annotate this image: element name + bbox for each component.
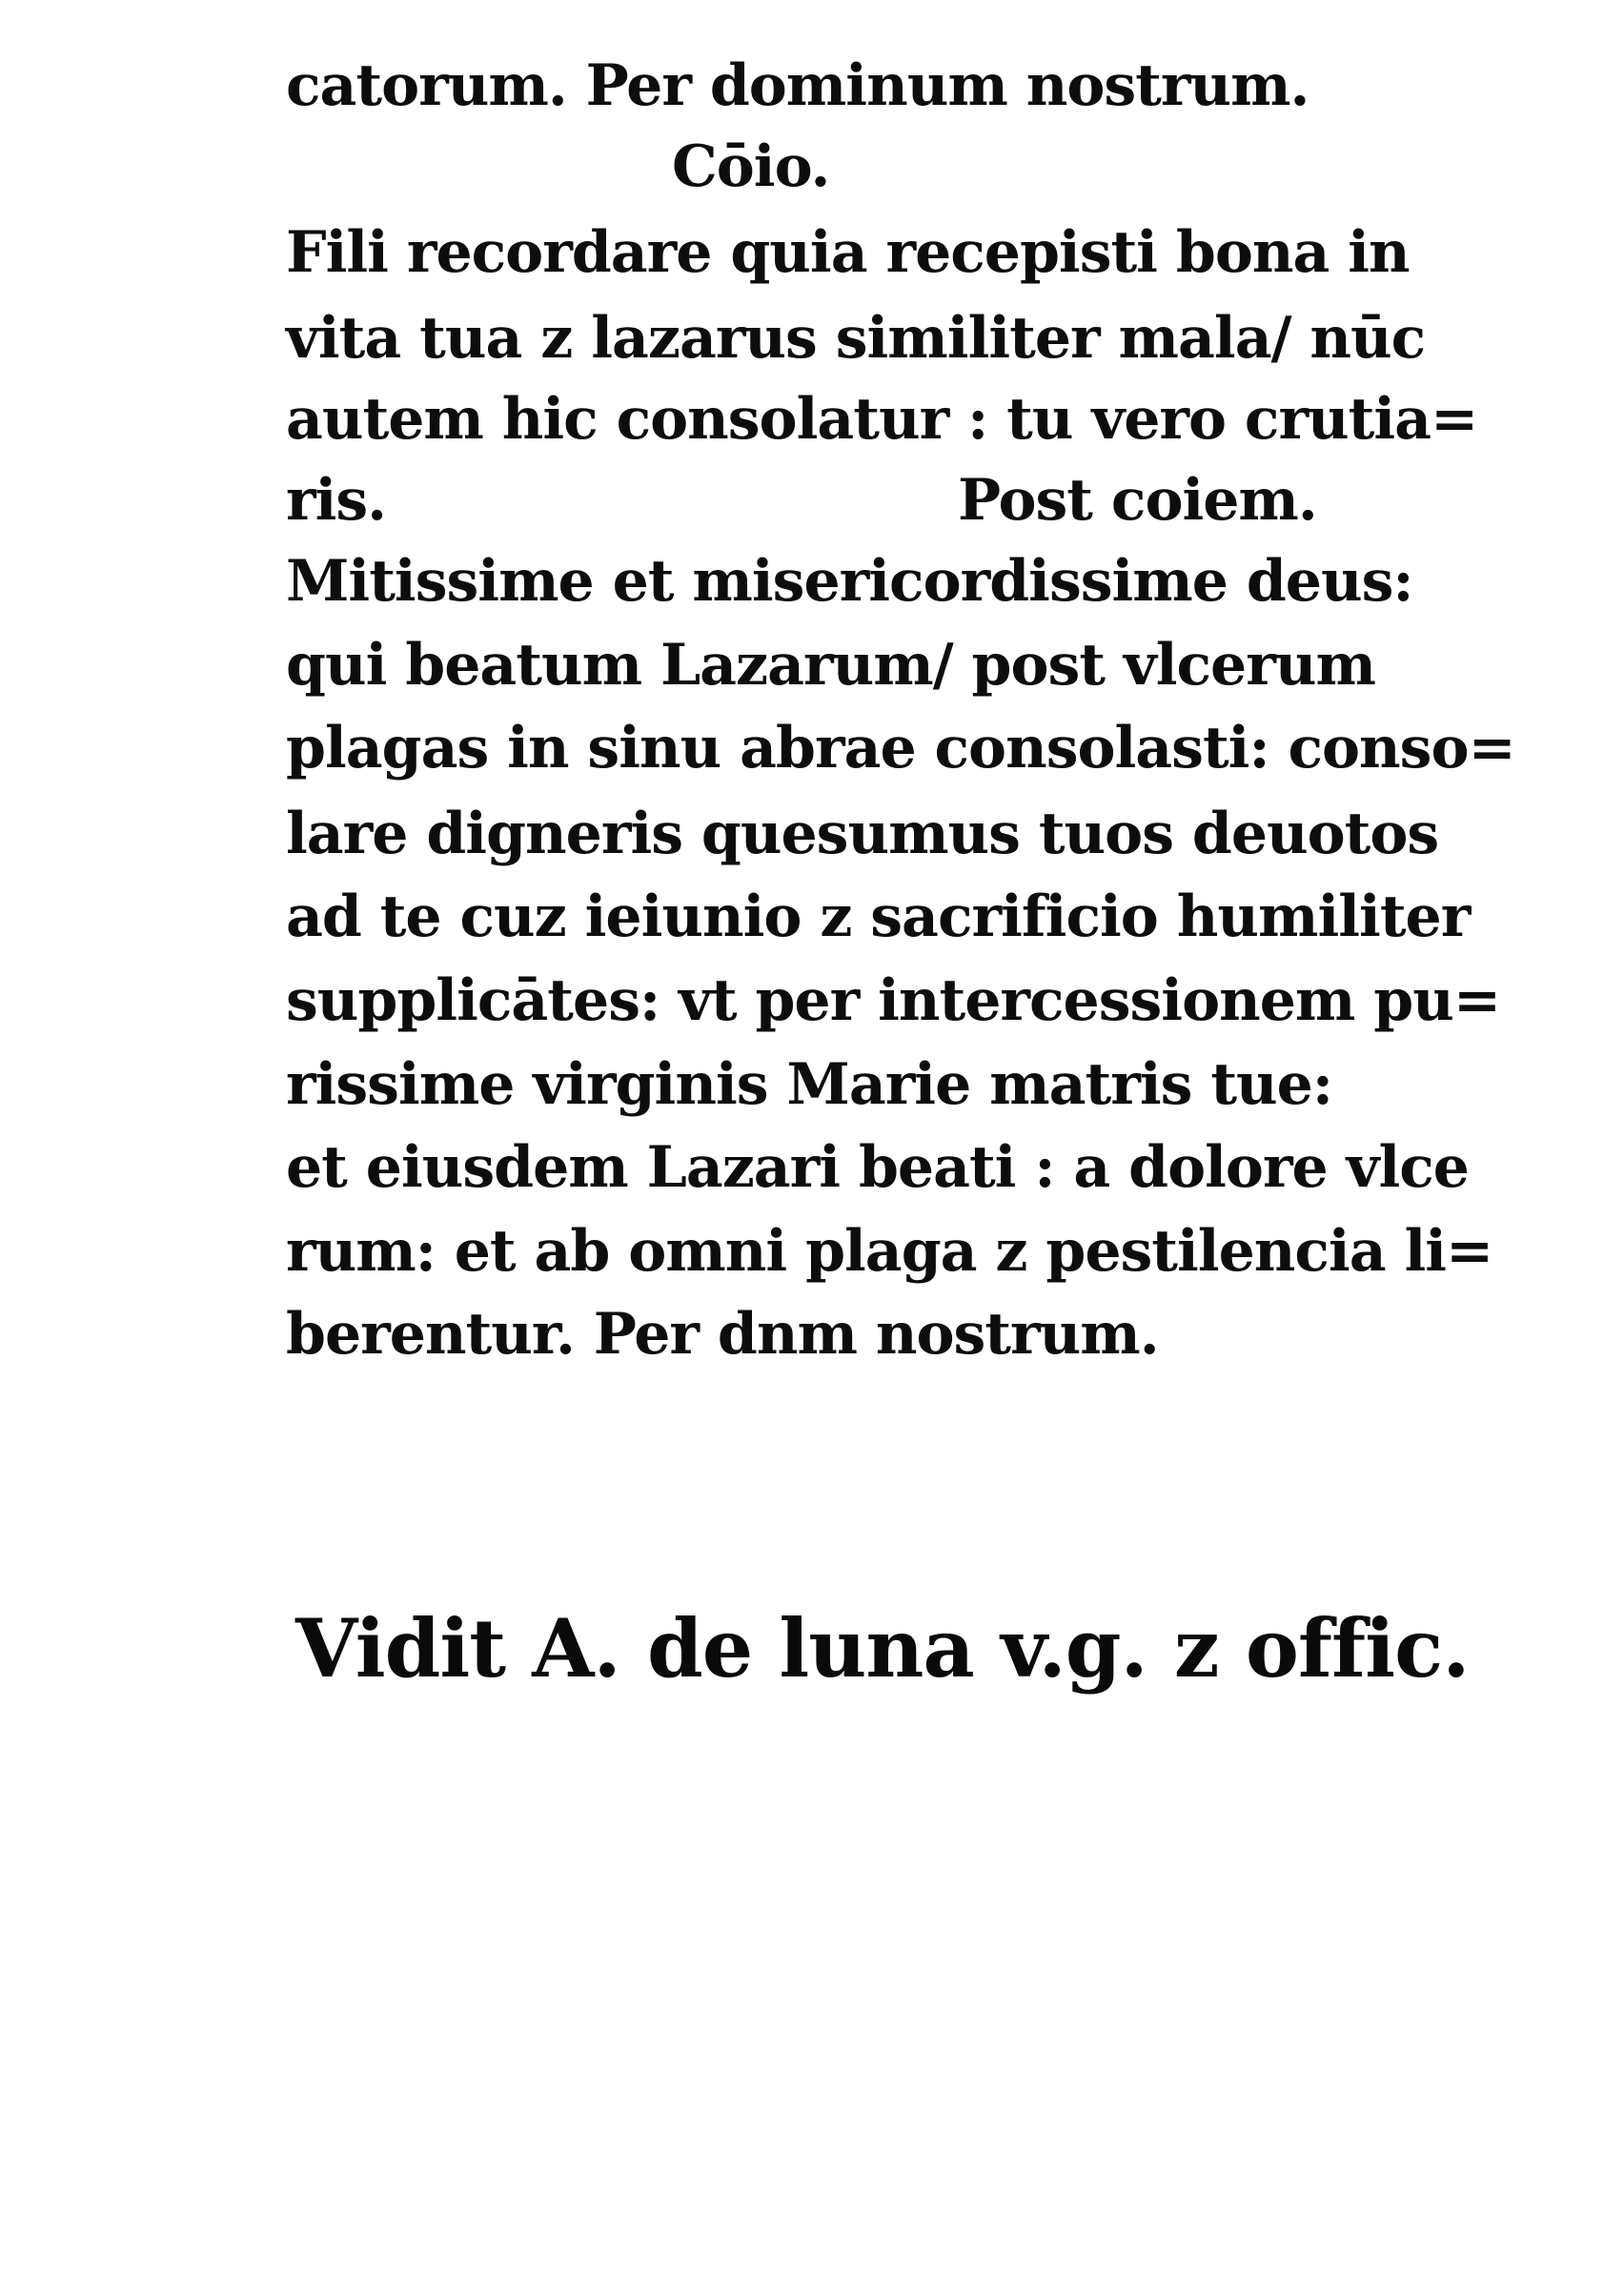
text-line: berentur. Per dnm nostrum.	[286, 1301, 1159, 1368]
text-line: vita tua z lazarus similiter mala/ nūc	[286, 305, 1426, 372]
text-line: ris.	[286, 467, 387, 534]
text-line: autem hic consolatur : tu vero crutia=	[286, 386, 1478, 453]
text-line: plagas in sinu abrae consolasti: conso=	[286, 715, 1515, 782]
text-line: et eiusdem Lazari beati : a dolore vlce	[286, 1134, 1469, 1201]
communio-heading: Cōio.	[672, 133, 830, 200]
colophon-approbation: Vidit A. de luna v.g. z offic.	[295, 1601, 1470, 1696]
postcommunio-heading: Post coiem.	[958, 467, 1317, 534]
text-line: lare digneris quesumus tuos deuotos	[286, 801, 1439, 867]
text-line: ad te cuz ieiunio z sacrificio humiliter	[286, 883, 1471, 950]
text-line: rissime virginis Marie matris tue:	[286, 1051, 1332, 1118]
text-line: Fili recordare quia recepisti bona in	[286, 219, 1410, 286]
text-line: Mitissime et misericordissime deus:	[286, 548, 1413, 615]
text-line: rum: et ab omni plaga z pestilencia li=	[286, 1218, 1493, 1285]
text-line: qui beatum Lazarum/ post vlcerum	[286, 632, 1375, 699]
text-line: catorum. Per dominum nostrum.	[286, 52, 1309, 119]
text-line: supplicātes: vt per intercessionem pu=	[286, 967, 1501, 1034]
